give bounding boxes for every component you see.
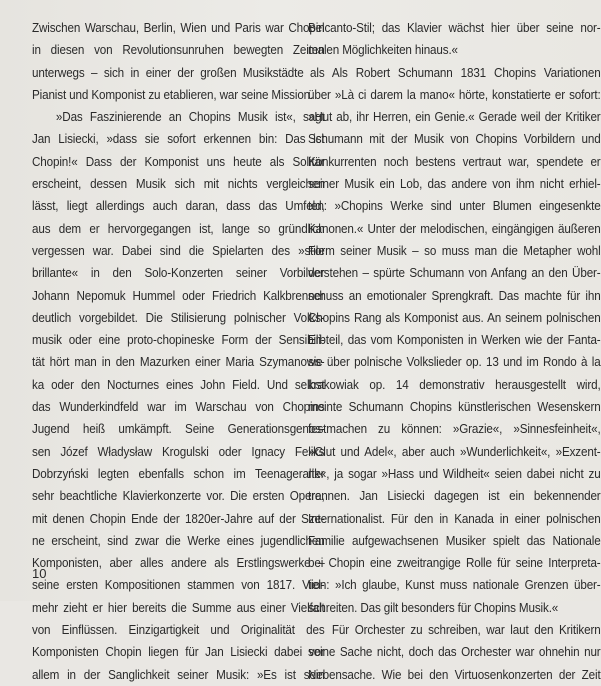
text-line: seiner Musik ein Lob, das andere von ihm nicht erhiel-	[308, 177, 601, 192]
text-line: Komponisten, aber alles andere als Erstlingswerke –	[32, 556, 325, 571]
text-line: musik oder eine proto-chopineske Form der Sensibili-	[32, 333, 325, 348]
text-line: »Hut ab, ihr Herren, ein Genie.« Gerade weil der Kritiker	[308, 110, 601, 125]
text-line: verstehen – spürte Schumann von Anfang an den Über-	[308, 266, 601, 281]
text-line: »Das Faszinierende an Chopins Musik ist«, sagt	[55, 110, 325, 125]
text-line: sen Józef Władysław Krogulski oder Ignacy Feliks	[32, 444, 325, 459]
text-line: bei Chopin eine zweitrangige Rolle für seine Interpreta-	[308, 556, 601, 571]
text-line: trennen. Jan Lisiecki dagegen ist ein bekennender	[308, 489, 601, 504]
text-line: krakowiak op. 14 demonstrativ herausgestellt wird,	[308, 377, 601, 392]
text-line: lässt, liegt allerdings auch daran, dass das Umfeld,	[32, 199, 325, 214]
text-line: erscheint, dessen Musik sich mit nichts vergleichen	[32, 177, 325, 192]
text-line: seine ersten Kompositionen stammen von 1817. Viel-	[32, 578, 325, 593]
text-line: Chopin!« Dass der Komponist uns heute als Solitär	[32, 154, 325, 169]
text-line: tion: »Ich glaube, Kunst muss nationale Grenzen über-	[308, 578, 601, 593]
text-line: Komponisten Chopin liegen für Jan Lisiecki dabei vor	[32, 645, 325, 660]
text-line: ka oder den Nocturnes eines John Field. Und selbst	[32, 377, 325, 392]
text-line: Internationalist. Für den in Kanada in einer polnischen	[308, 511, 601, 526]
text-line: Als Robert Schumann 1831 Chopins Variationen	[331, 65, 601, 80]
text-line: Für Orchester zu schreiben, war laut den Kritikern	[331, 623, 601, 638]
text-line: ten: »Chopins Werke sind unter Blumen eingesenkte	[308, 199, 601, 214]
text-line: Chopins Rang als Komponist aus. An seinem polnischen	[308, 310, 601, 325]
text-line: vergessen war. Dabei sind die Spielarten des »stile	[32, 243, 325, 258]
text-line: Dobrzyński legten ebenfalls schon im Teenageralter	[32, 466, 325, 481]
text-line: Erbteil, das vom Komponisten in Werken wie der Fanta-	[308, 333, 601, 348]
text-line: das Wunderkindfeld war im Warschau von Chopins	[32, 400, 325, 415]
text-line: sehr beachtliche Klavierkonzerte vor. Die ersten Opera,	[32, 489, 325, 504]
text-line: aus dem er hervorgegangen ist, lange so gründlich	[32, 221, 325, 236]
text-line: deutlich vorgebildet. Die Stilisierung polnischer Volks-	[32, 310, 325, 325]
text-line: Jugend heiß umkämpft. Seine Generationsgenos-	[32, 422, 325, 437]
text-line: Belcanto-Stil; das Klavier wächst hier über seine nor-	[308, 21, 601, 35]
text-line: mehr zieht er hier bereits die Summe aus einer Vielfalt	[32, 600, 325, 615]
text-line: festmachen zu können: »Grazie«, »Sinnesfeinheit«,	[308, 422, 601, 437]
text-line: tät hört man in den Mazurken einer Maria Szymanows-	[32, 355, 325, 370]
page-number: 10	[32, 566, 47, 581]
text-line: Nebensache. Wie bei den Virtuosenkonzerten der Zeit	[308, 667, 601, 682]
text-line: schreiten. Das gilt besonders für Chopins Musik.«	[308, 600, 559, 615]
text-line: rik«, ja sogar »Hass und Wildheit« seien dabei nicht zu	[308, 466, 601, 481]
text-line: Pianist und Komponist zu etablieren, war seine Mission.	[32, 87, 314, 102]
text-line: seine Sache nicht, doch das Orchester war ohnehin nur	[308, 645, 601, 660]
text-line: Kanonen.« Unter der melodischen, eingängigen äußeren	[308, 221, 601, 236]
text-line: ne erscheint, sind zwar die Werke eines jugendlichen	[32, 533, 325, 548]
text-line: mit denen Chopin Ende der 1820er-Jahre auf der Sze-	[32, 511, 325, 526]
text-line: Johann Nepomuk Hummel oder Friedrich Kalkbrenner	[32, 288, 325, 303]
text-line: Zwischen Warschau, Berlin, Wien und Paris war Chopin	[32, 21, 325, 35]
text-line: allem in der Sanglichkeit seiner Musik: »Es ist sein	[32, 667, 325, 682]
text-line: Jan Lisiecki, »dass sie sofort erkennen bin: Das ist	[32, 132, 325, 147]
text-line: Familie aufgewachsenen Musiker spielt das Nationale	[308, 533, 601, 548]
text-line: »Glut und Adel«, aber auch »Wunderlichkeit«, »Exzent-	[308, 444, 601, 459]
text-column-left	[32, 17, 325, 686]
text-line: Konkurrenten noch bestens vertraut war, spendete er	[308, 154, 601, 169]
text-line: schuss an emotionaler Sprengkraft. Das machte für ihn	[308, 288, 601, 303]
text-line: sie über polnische Volkslieder op. 13 und im Rondo à la	[308, 355, 601, 370]
text-column-right	[308, 17, 601, 686]
text-line: malen Möglichkeiten hinaus.«	[308, 43, 458, 58]
text-line: brillante« in den Solo-Konzerten seiner Vorbilder	[32, 266, 325, 281]
text-line: Form seiner Musik – so muss man die Metapher wohl	[308, 243, 601, 258]
text-line: von Einflüssen. Einzigartigkeit und Originalität des	[32, 623, 325, 638]
text-line: über »Là ci darem la mano« hörte, konstatierte er sofort:	[308, 87, 601, 102]
text-line: Schumann mit der Musik von Chopins Vorbildern und	[308, 132, 601, 147]
text-line: in diesen von Revolutionsunruhen bewegten Zeiten	[32, 43, 325, 58]
text-line: meinte Schumann Chopins künstlerischen Wesenskern	[308, 400, 601, 415]
text-line: unterwegs – sich in einer der großen Musikstädte als	[32, 65, 325, 80]
